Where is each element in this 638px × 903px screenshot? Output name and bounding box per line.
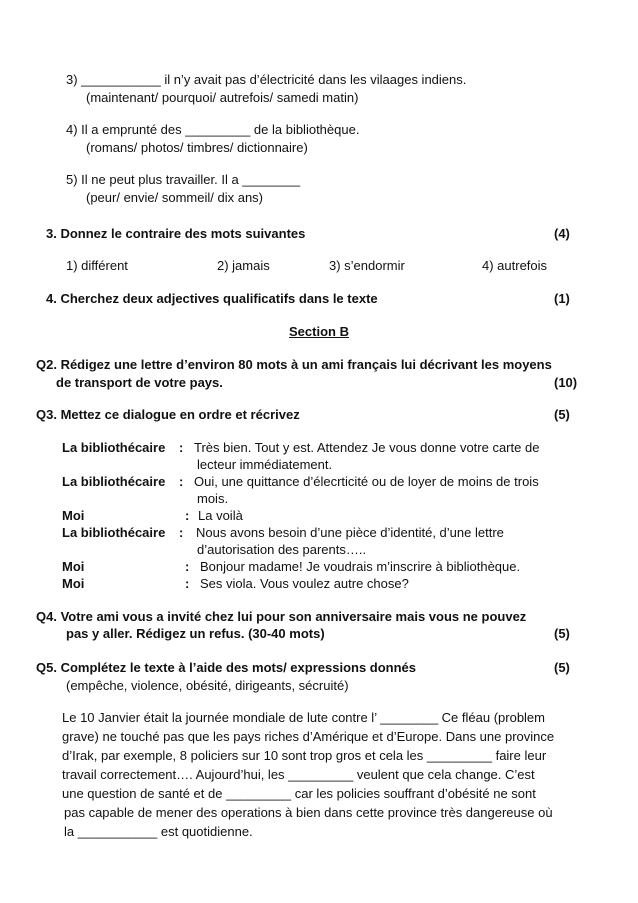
q3a-word-3: 3) s’endormir (329, 258, 405, 273)
item-5: 5) Il ne peut plus travailler. Il a ________ (66, 172, 301, 187)
passage-line: une question de santé et de _________ car les policies souffrant d’obésité ne sont (62, 786, 536, 801)
passage-line: d’Irak, par exemple, 8 policiers sur 10 sont trop gros et cela les _________ faire leur (62, 748, 547, 763)
q3a-marks: (4) (554, 226, 570, 241)
section-b-heading: Section B (289, 324, 349, 339)
speaker-separator: : (185, 576, 190, 591)
q2-line-2: de transport de votre pays. (56, 375, 223, 390)
speaker: Moi (62, 576, 85, 591)
q3-title: Q3. Mettez ce dialogue en ordre et récrivez (36, 407, 300, 422)
speaker: La bibliothécaire (62, 474, 166, 489)
passage-line: grave) ne touché pas que les pays riches d’Amérique et d’Europe. Dans une province (62, 729, 555, 744)
item-5-options: (peur/ envie/ sommeil/ dix ans) (86, 190, 264, 205)
dialogue-line: Très bien. Tout y est. Attendez Je vous donne votre carte de (194, 440, 540, 455)
q3-marks: (5) (554, 407, 570, 422)
dialogue-line: Ses viola. Vous voulez autre chose? (200, 576, 409, 591)
q3a-word-1: 1) différent (66, 258, 128, 273)
q5-word-bank: (empêche, violence, obésité, dirigeants, sécruité) (66, 678, 349, 693)
dialogue-line: d’autorisation des parents….. (197, 542, 367, 557)
q2-line-1: Q2. Rédigez une lettre d’environ 80 mots à un ami français lui décrivant les moyens (36, 357, 552, 372)
q3a-word-4: 4) autrefois (482, 258, 548, 273)
speaker: Moi (62, 559, 85, 574)
dialogue-line: Nous avons besoin d’une pièce d’identité, d’une lettre (196, 525, 504, 540)
passage-line: pas capable de mener des operations à bien dans cette province très dangereuse où (64, 805, 553, 820)
dialogue-line: mois. (197, 491, 229, 506)
speaker-separator: : (179, 440, 184, 455)
q4a-marks: (1) (554, 291, 570, 306)
item-4-options: (romans/ photos/ timbres/ dictionnaire) (86, 140, 308, 155)
item-3-options: (maintenant/ pourquoi/ autrefois/ samedi matin) (86, 90, 359, 105)
q3a-title: 3. Donnez le contraire des mots suivantes (46, 226, 306, 241)
speaker-separator: : (185, 559, 190, 574)
q2-marks: (10) (554, 375, 578, 390)
dialogue-line: Bonjour madame! Je voudrais m’inscrire à bibliothèque. (200, 559, 521, 574)
q3a-word-2: 2) jamais (217, 258, 270, 273)
speaker-separator: : (179, 525, 184, 540)
q4a-title: 4. Cherchez deux adjectives qualificatifs dans le texte (46, 291, 378, 306)
speaker-separator: : (179, 474, 184, 489)
q4-marks: (5) (554, 626, 570, 641)
speaker: La bibliothécaire (62, 525, 166, 540)
item-4: 4) Il a emprunté des _________ de la bibliothèque. (66, 122, 360, 137)
q5-marks: (5) (554, 660, 570, 675)
passage-line: Le 10 Janvier était la journée mondiale de lute contre l’ ________ Ce fléau (problem (62, 710, 545, 725)
dialogue-line: La voilà (198, 508, 243, 523)
q5-title: Q5. Complétez le texte à l’aide des mots/ expressions donnés (36, 660, 417, 675)
speaker: La bibliothécaire (62, 440, 166, 455)
item-3: 3) ___________ il n’y avait pas d’électricité dans les vilaages indiens. (66, 72, 467, 87)
dialogue-line: Oui, une quittance d’élecrticité ou de loyer de moins de trois (194, 474, 539, 489)
dialogue-line: lecteur immédiatement. (197, 457, 333, 472)
passage-line: travail correctement…. Aujourd’hui, les _________ veulent que cela change. C’est (62, 767, 535, 782)
q4-line-1: Q4. Votre ami vous a invité chez lui pour son anniversaire mais vous ne pouvez (36, 609, 527, 624)
passage-line: la ___________ est quotidienne. (64, 824, 253, 839)
speaker: Moi (62, 508, 85, 523)
speaker-separator: : (185, 508, 190, 523)
q4-line-2: pas y aller. Rédigez un refus. (30-40 mots) (66, 626, 325, 641)
